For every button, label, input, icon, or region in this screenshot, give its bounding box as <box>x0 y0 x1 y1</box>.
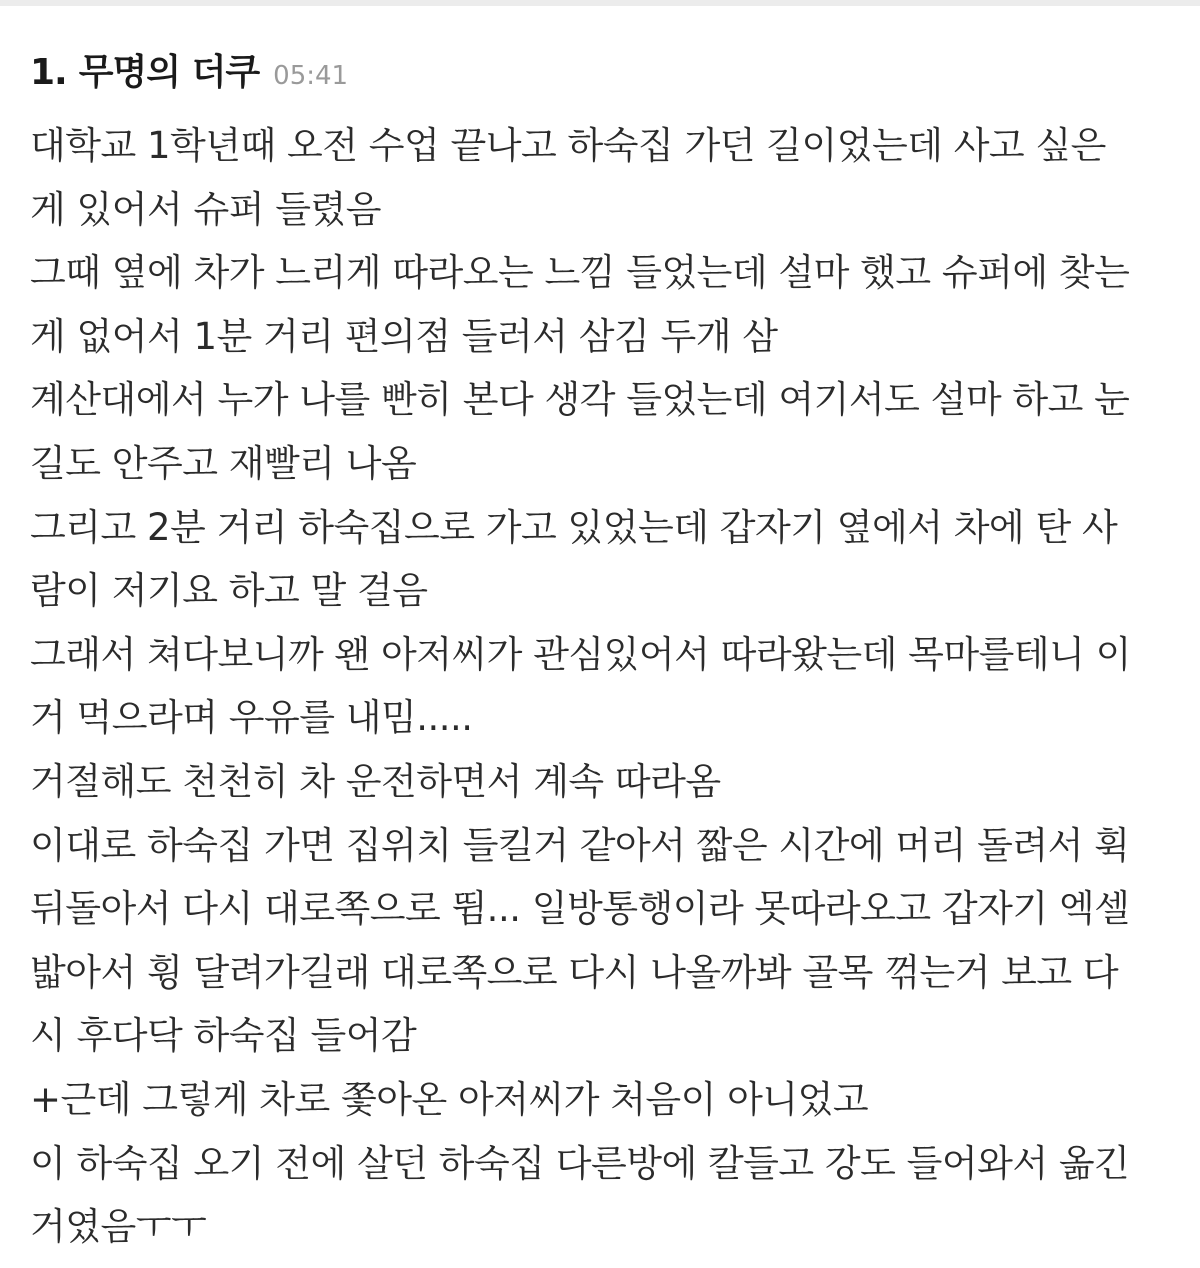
body-line: 대학교 1학년때 오전 수업 끝나고 하숙집 가던 길이었는데 사고 싶은 <box>30 124 1106 167</box>
comment-number: 1. <box>30 52 67 93</box>
body-line: 거절해도 천천히 차 운전하면서 계속 따라옴 <box>30 759 721 803</box>
top-divider <box>0 0 1200 6</box>
comment-header <box>30 44 1180 100</box>
body-line: 시 후다닥 하숙집 들어감 <box>30 1014 417 1058</box>
body-line: 그래서 쳐다보니까 왠 아저씨가 관심있어서 따라왔는데 목마를테니 이 <box>30 632 1131 676</box>
body-line: 이대로 하숙집 가면 집위치 들킬거 같아서 짧은 시간에 머리 돌려서 휙 <box>30 823 1130 867</box>
comment-post <box>30 44 1180 1249</box>
post-timestamp: 05:41 <box>273 61 349 91</box>
body-line: 거였음ㅜㅜ <box>30 1205 207 1249</box>
body-line: 그리고 2분 거리 하숙집으로 가고 있었는데 갑자기 옆에서 차에 탄 사 <box>30 505 1118 549</box>
body-line: 길도 안주고 재빨리 나옴 <box>30 441 417 485</box>
comment-body <box>30 114 1180 1259</box>
body-line: +근데 그렇게 차로 쫓아온 아저씨가 처음이 아니었고 <box>30 1077 869 1121</box>
body-line: 람이 저기요 하고 말 걸음 <box>30 569 428 613</box>
body-line: 계산대에서 누가 나를 빤히 본다 생각 들었는데 여기서도 설마 하고 눈 <box>30 378 1130 422</box>
body-line: 그때 옆에 차가 느리게 따라오는 느낌 들었는데 설마 했고 슈퍼에 찾는 <box>30 251 1130 295</box>
body-line: 뒤돌아서 다시 대로쪽으로 뜀... 일방통행이라 못따라오고 갑자기 엑셀 <box>30 887 1130 931</box>
body-line: 이 하숙집 오기 전에 살던 하숙집 다른방에 칼들고 강도 들어와서 옮긴 <box>30 1141 1130 1185</box>
body-line: 게 없어서 1분 거리 편의점 들러서 삼김 두개 삼 <box>30 314 778 358</box>
author-name[interactable]: 무명의 더쿠 <box>78 52 260 93</box>
body-line: 거 먹으라며 우유를 내밈..... <box>30 696 473 740</box>
body-line: 밟아서 휭 달려가길래 대로쪽으로 다시 나올까봐 골목 꺾는거 보고 다 <box>30 950 1119 994</box>
body-line: 게 있어서 슈퍼 들렸음 <box>30 187 381 231</box>
